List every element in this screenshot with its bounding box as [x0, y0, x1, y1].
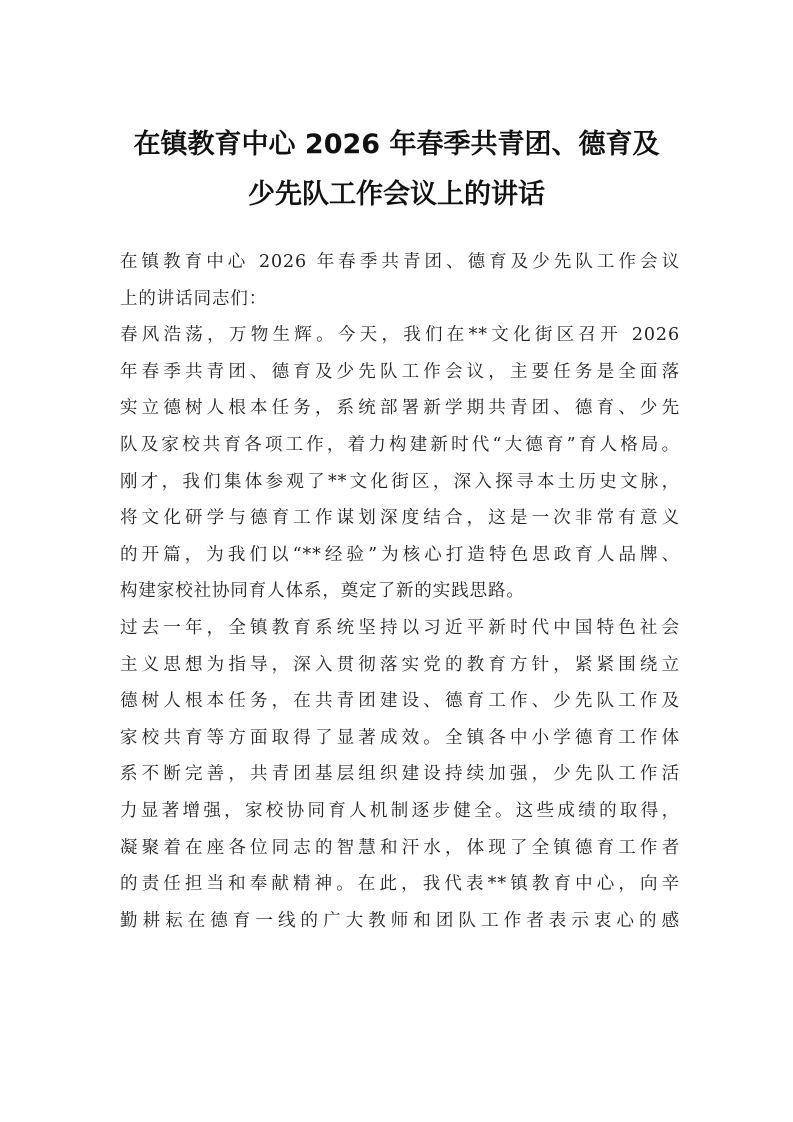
text-line: 春风浩荡，万物生辉。今天，我们在**文化街区召开 2026 — [120, 325, 680, 346]
text-line: 年春季共青团、德育及少先队工作会议，主要任务是全面落 — [120, 361, 680, 382]
document-title — [100, 120, 693, 220]
text-line: 队及家校共育各项工作，着力构建新时代“大德育”育人格局。 — [120, 434, 680, 455]
text-line: 实立德树人根本任务，系统部署新学期共青团、德育、少先 — [120, 398, 680, 419]
document-body — [120, 244, 680, 939]
text-line: 凝聚着在座各位同志的智慧和汗水，体现了全镇德育工作者 — [120, 837, 680, 858]
text-line: 的责任担当和奉献精神。在此，我代表**镇教育中心，向辛 — [120, 874, 680, 895]
text-line: 的开篇，为我们以“**经验”为核心打造特色思政育人品牌、 — [120, 544, 680, 565]
text-line: 在镇教育中心 2026 年春季共青团、德育及少先队工作会议 — [120, 252, 680, 272]
text-line: 系不断完善，共青团基层组织建设持续加强，少先队工作活 — [120, 764, 680, 785]
title-line-2: 少先队工作会议上的讲话 — [248, 179, 545, 210]
text-line: 勤耕耘在德育一线的广大教师和团队工作者表示衷心的感 — [120, 910, 680, 931]
title-line-1: 在镇教育中心 2026 年春季共青团、德育及 — [133, 129, 660, 160]
text-line: 力显著增强，家校协同育人机制逐步健全。这些成绩的取得， — [120, 800, 680, 821]
text-line: 上的讲话同志们： — [120, 288, 268, 309]
text-line: 家校共育等方面取得了显著成效。全镇各中小学德育工作体 — [120, 727, 680, 748]
text-line: 德树人根本任务，在共青团建设、德育工作、少先队工作及 — [120, 691, 680, 712]
text-line: 刚才，我们集体参观了**文化街区，深入探寻本土历史文脉， — [120, 471, 680, 492]
text-line: 构建家校社协同育人体系，奠定了新的实践思路。 — [120, 581, 525, 602]
text-line: 将文化研学与德育工作谋划深度结合，这是一次非常有意义 — [120, 508, 680, 529]
text-line: 过去一年，全镇教育系统坚持以习近平新时代中国特色社会 — [120, 617, 680, 638]
text-line: 主义思想为指导，深入贯彻落实党的教育方针，紧紧围绕立 — [120, 654, 680, 675]
